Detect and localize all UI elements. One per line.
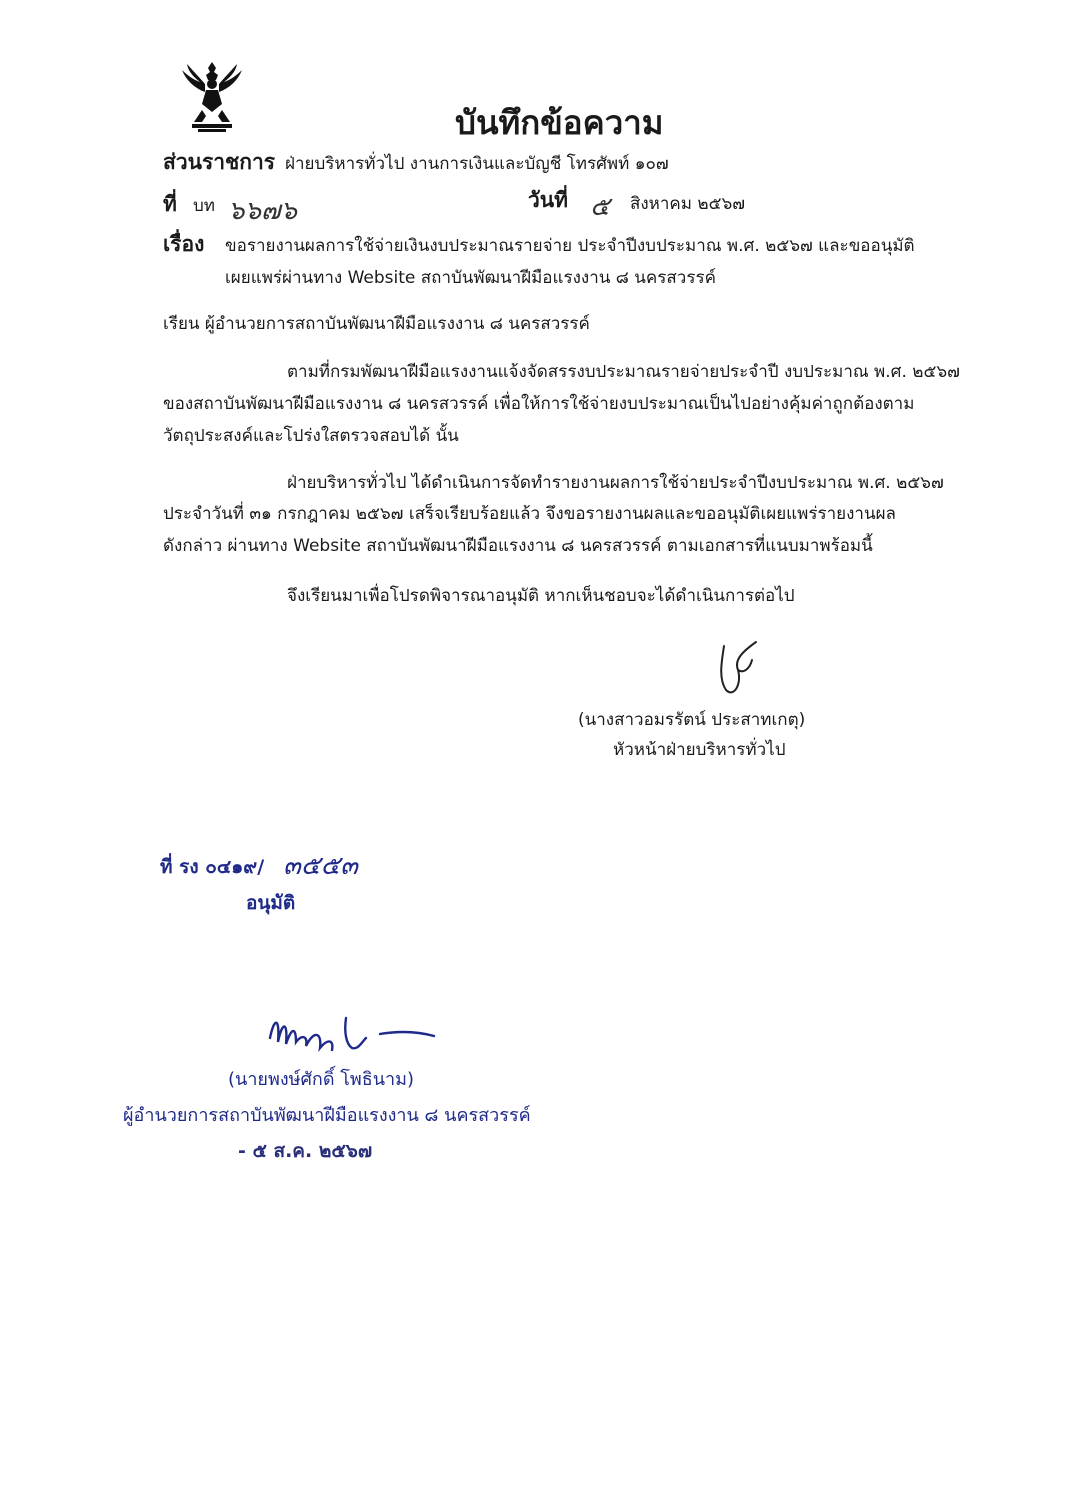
garuda-emblem-icon — [178, 60, 246, 134]
paragraph-2-line-2: ประจำวันที่ ๓๑ กรกฎาคม ๒๕๖๗ เสร็จเรียบร้อยแล้ว จึงขอรายงานผลและขออนุมัติเผยแพร่รายงานผล — [163, 504, 896, 524]
signature-1 — [712, 638, 762, 700]
date-label: วันที่ — [528, 188, 568, 212]
approver-name: (นายพงษ์ศักดิ์ โพธินาม) — [228, 1069, 415, 1090]
approval-date-stamp: - ๕ ส.ค. ๒๕๖๗ — [238, 1140, 373, 1162]
paragraph-1-line-2: ของสถาบันพัฒนาฝีมือแรงงาน ๘ นครสวรรค์ เพื่อให้การใช้จ่ายงบประมาณเป็นไปอย่างคุ้มค่าถูกต้องตาม — [163, 394, 915, 414]
date-value: สิงหาคม ๒๕๖๗ — [630, 194, 746, 214]
subject-label: เรื่อง — [163, 232, 205, 256]
department-value: ฝ่ายบริหารทั่วไป งานการเงินและบัญชี โทรศัพท์ ๑๐๗ — [285, 154, 669, 174]
paragraph-2-line-1: ฝ่ายบริหารทั่วไป ได้ดำเนินการจัดทำรายงานผลการใช้จ่ายประจำปีงบประมาณ พ.ศ. ๒๕๖๗ — [287, 473, 944, 493]
ref-label: ที่ — [163, 192, 177, 216]
salutation: เรียน ผู้อำนวยการสถาบันพัฒนาฝีมือแรงงาน ๘ นครสวรรค์ — [163, 314, 590, 334]
signer-name: (นางสาวอมรรัตน์ ประสาทเกตุ) — [578, 710, 806, 730]
approval-ref-number: ๓๕๕๓ — [283, 851, 358, 881]
ref-value: บท — [193, 196, 215, 216]
subject-line-2: เผยแพร่ผ่านทาง Website สถาบันพัฒนาฝีมือแรงงาน ๘ นครสวรรค์ — [225, 268, 716, 288]
paragraph-1-line-1: ตามที่กรมพัฒนาฝีมือแรงงานแจ้งจัดสรรงบประมาณรายจ่ายประจำปี งบประมาณ พ.ศ. ๒๕๖๗ — [287, 362, 960, 382]
approver-position: ผู้อำนวยการสถาบันพัฒนาฝีมือแรงงาน ๘ นครสวรรค์ — [123, 1105, 531, 1126]
paragraph-2-line-3: ดังกล่าว ผ่านทาง Website สถาบันพัฒนาฝีมือแรงงาน ๘ นครสวรรค์ ตามเอกสารที่แนบมาพร้อมนี้ — [163, 536, 873, 556]
subject-line-1: ขอรายงานผลการใช้จ่ายเงินงบประมาณรายจ่าย ประจำปีงบประมาณ พ.ศ. ๒๕๖๗ และขออนุมัติ — [225, 236, 915, 256]
approval-ref: ที่ รง ๐๔๑๙/ — [160, 856, 265, 878]
signer-position: หัวหน้าฝ่ายบริหารทั่วไป — [613, 740, 786, 760]
ref-number: ๖๖๗๖ — [228, 196, 298, 226]
approval-status: อนุมัติ — [246, 892, 296, 914]
paragraph-1-line-3: วัตถุประสงค์และโปร่งใสตรวจสอบได้ นั้น — [163, 426, 459, 446]
page-title: บันทึกข้อความ — [455, 103, 664, 142]
closing-text: จึงเรียนมาเพื่อโปรดพิจารณาอนุมัติ หากเห็นชอบจะได้ดำเนินการต่อไป — [287, 586, 795, 606]
date-day: ๕ — [590, 192, 610, 222]
signature-2 — [262, 1008, 442, 1060]
department-label: ส่วนราชการ — [163, 150, 276, 174]
